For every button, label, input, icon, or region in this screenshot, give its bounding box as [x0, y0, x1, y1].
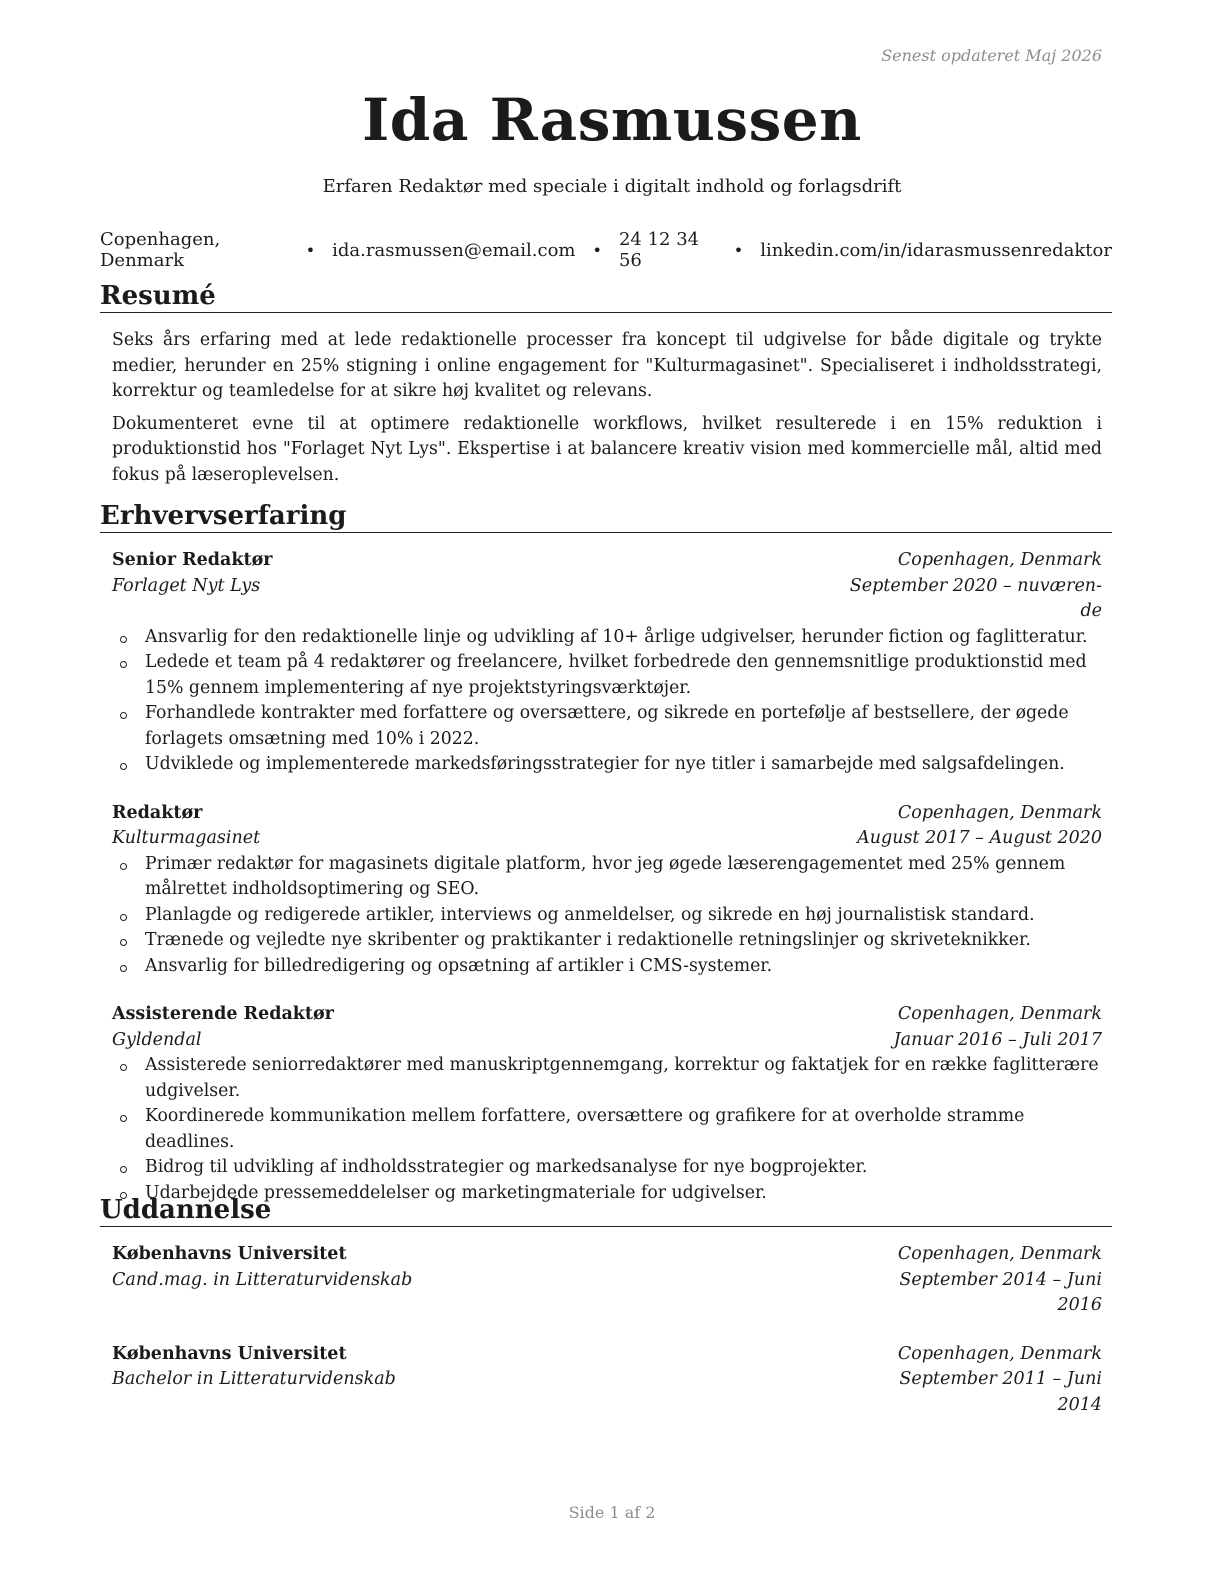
- separator-dot: •: [305, 240, 316, 260]
- contact-line: [100, 229, 1112, 271]
- contact-phone[interactable]: 24 12 34 56: [618, 229, 700, 271]
- last-updated-note: Senest opdateret Maj 2026: [881, 46, 1102, 65]
- job-entry: [112, 548, 1102, 778]
- job-role: Senior Redaktør: [112, 550, 273, 570]
- job-role: Redaktør: [112, 802, 203, 823]
- job-entry: [112, 801, 1102, 980]
- education-location: Copenhagen, Denmark: [897, 1244, 1102, 1264]
- section-title-education: Uddannelse: [100, 1195, 1112, 1227]
- job-bullets: [112, 625, 1102, 778]
- list-item: Koordinerede kommunikation mellem forfattere, oversættere og grafikere for at overholde stramme deadlines.: [112, 1104, 1102, 1155]
- education-entry: [112, 1342, 1102, 1419]
- summary-paragraph: Dokumenteret evne til at optimere redaktionelle workflows, hvilket resulterede i en 15% reduktion i produktionstid hos "Forlaget Nyt Lys". Ekspertise i at balancere kreativ vision med kommercielle mål, altid med fokus på læseroplevelsen.: [112, 413, 1102, 485]
- list-item: Udarbejdede pressemeddelelser og marketingmateriale for udgivelser.: [112, 1181, 1102, 1207]
- candidate-tagline: Erfaren Redaktør med speciale i digitalt indhold og forlagsdrift: [322, 176, 902, 197]
- list-item: Trænede og vejledte nye skribenter og praktikanter i redaktionelle retningslinjer og skriveteknikker.: [112, 928, 1102, 954]
- list-item: Assisterede seniorredaktører med manuskriptgennemgang, korrektur og faktatjek for en række faglitterære udgivelser.: [112, 1053, 1102, 1104]
- job-dates: August 2017 – August 2020: [857, 828, 1102, 848]
- list-item: Ansvarlig for den redaktionelle linje og udvikling af 10+ årlige udgivelser, herunder fiction og faglitteratur.: [112, 625, 1102, 651]
- job-bullets: [112, 852, 1102, 980]
- education-section: [100, 1195, 1112, 1418]
- contact-email[interactable]: ida.rasmussen@email.com: [332, 239, 576, 261]
- education-degree: Cand.mag. in Litteraturvidenskab: [112, 1269, 413, 1290]
- list-item: Udviklede og implementerede markedsføringsstrategier for nye titler i samarbejde med salgsafdelingen.: [112, 752, 1102, 778]
- job-location: Copenhagen, Denmark: [897, 550, 1102, 570]
- list-item: Planlagde og redigerede artikler, interviews og anmeldelser, og sikrede en høj journalistisk standard.: [112, 903, 1102, 929]
- education-degree: Bachelor in Litteraturvidenskab: [112, 1369, 396, 1389]
- separator-dot: •: [592, 240, 602, 260]
- contact-linkedin[interactable]: linkedin.com/in/idarasmussenredaktor: [760, 239, 1112, 261]
- separator-dot: •: [733, 240, 744, 260]
- education-dates: September 2011 – Juni 2014: [899, 1369, 1102, 1415]
- summary-section: [100, 281, 1112, 488]
- summary-paragraph: Seks års erfaring med at lede redaktionelle processer fra koncept til udgivelse for både digitale og trykte medier, herunder en 25% stigning i online engagement for "Kulturmagasinet". Specialiseret i indholdsstrategi, korrektur og teamledelse for at sikre høj kvalitet og relevans.: [112, 330, 1102, 401]
- job-bullets: [112, 1053, 1102, 1206]
- section-title-experience: Erhvervserfaring: [100, 501, 1112, 533]
- education-entry: [112, 1242, 1102, 1319]
- job-entry: [112, 1002, 1102, 1206]
- contact-location: Copenhagen, Denmark: [100, 229, 221, 271]
- education-dates: September 2014 – Juni 2016: [899, 1269, 1102, 1315]
- list-item: Ledede et team på 4 redaktører og freelancere, hvilket forbedrede den gennemsnitlige produktionstid med 15% gennem implementering af nye projektstyringsværktøjer.: [112, 650, 1102, 701]
- job-company: Gyldendal: [112, 1029, 202, 1050]
- job-company: Kulturmagasinet: [112, 828, 261, 848]
- job-location: Copenhagen, Denmark: [897, 1004, 1102, 1024]
- list-item: Primær redaktør for magasinets digitale platform, hvor jeg øgede læserengagementet med 25% gennem målrettet indholdsoptimering og SEO.: [112, 852, 1102, 903]
- job-company: Forlaget Nyt Lys: [112, 575, 261, 596]
- job-dates: Januar 2016 – Juli 2017: [893, 1029, 1102, 1050]
- page-number: Side 1 af 2: [568, 1503, 656, 1522]
- section-title-summary: Resumé: [100, 281, 1112, 313]
- experience-section: [100, 501, 1112, 1206]
- candidate-name: Ida Rasmussen: [362, 86, 862, 154]
- list-item: Ansvarlig for billedredigering og opsætning af artikler i CMS-systemer.: [112, 954, 1102, 980]
- job-location: Copenhagen, Denmark: [897, 802, 1102, 823]
- education-school: Københavns Universitet: [112, 1343, 347, 1364]
- list-item: Forhandlede kontrakter med forfattere og oversættere, og sikrede en portefølje af bestsellere, der øgede forlagets omsætning med 10% i 2022.: [112, 701, 1102, 752]
- job-dates: September 2020 – nuværen- de: [849, 575, 1102, 621]
- education-location: Copenhagen, Denmark: [897, 1343, 1102, 1364]
- list-item: Bidrog til udvikling af indholdsstrategier og markedsanalyse for nye bogprojekter.: [112, 1155, 1102, 1181]
- job-role: Assisterende Redaktør: [112, 1004, 334, 1024]
- education-school: Københavns Universitet: [112, 1244, 347, 1264]
